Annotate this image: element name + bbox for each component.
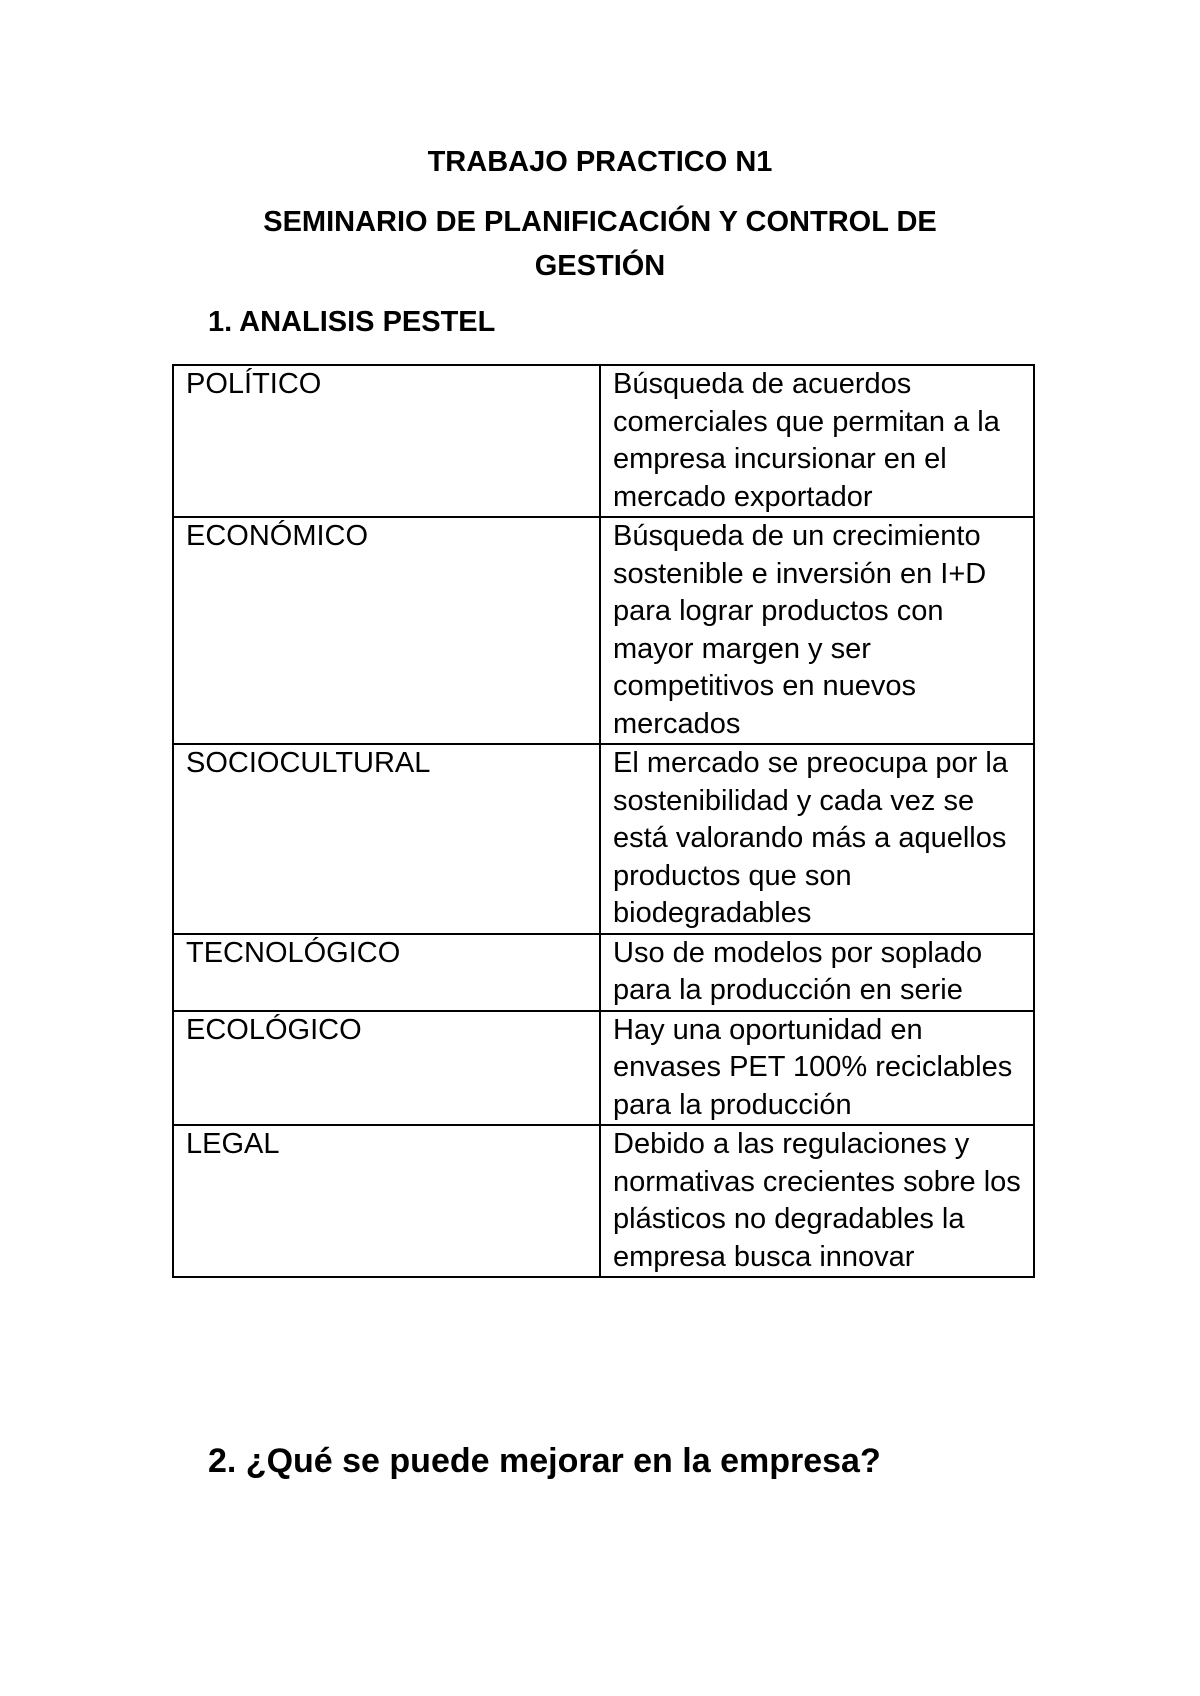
- section-heading-improvements: 2. ¿Qué se puede mejorar en la empresa?: [208, 1442, 881, 1480]
- table-row: [173, 365, 1034, 517]
- factor-cell: SOCIOCULTURAL: [173, 744, 600, 934]
- factor-cell: POLÍTICO: [173, 365, 600, 517]
- description-cell: Búsqueda de acuerdos comerciales que permitan a la empresa incursionar en el mercado exportador: [600, 365, 1034, 517]
- table-row: [173, 517, 1034, 744]
- description-cell: Debido a las regulaciones y normativas crecientes sobre los plásticos no degradables la empresa busca innovar: [600, 1125, 1034, 1277]
- factor-cell: LEGAL: [173, 1125, 600, 1277]
- factor-cell: ECONÓMICO: [173, 517, 600, 744]
- table-row: [173, 934, 1034, 1011]
- document-subtitle: SEMINARIO DE PLANIFICACIÓN Y CONTROL DE GESTIÓN: [263, 206, 937, 282]
- table-row: [173, 1011, 1034, 1126]
- description-cell: El mercado se preocupa por la sostenibilidad y cada vez se está valorando más a aquellos productos que son biodegradables: [600, 744, 1034, 934]
- section-heading-pestel: 1. ANALISIS PESTEL: [208, 306, 496, 338]
- table-row: [173, 1125, 1034, 1277]
- description-cell: Búsqueda de un crecimiento sostenible e inversión en I+D para lograr productos con mayor margen y ser competitivos en nuevos mercados: [600, 517, 1034, 744]
- table-row: [173, 744, 1034, 934]
- document-title: TRABAJO PRACTICO N1: [427, 146, 773, 178]
- factor-cell: ECOLÓGICO: [173, 1011, 600, 1126]
- factor-cell: TECNOLÓGICO: [173, 934, 600, 1011]
- description-cell: Hay una oportunidad en envases PET 100% reciclables para la producción: [600, 1011, 1034, 1126]
- pestel-table: [172, 364, 1035, 1278]
- description-cell: Uso de modelos por soplado para la producción en serie: [600, 934, 1034, 1011]
